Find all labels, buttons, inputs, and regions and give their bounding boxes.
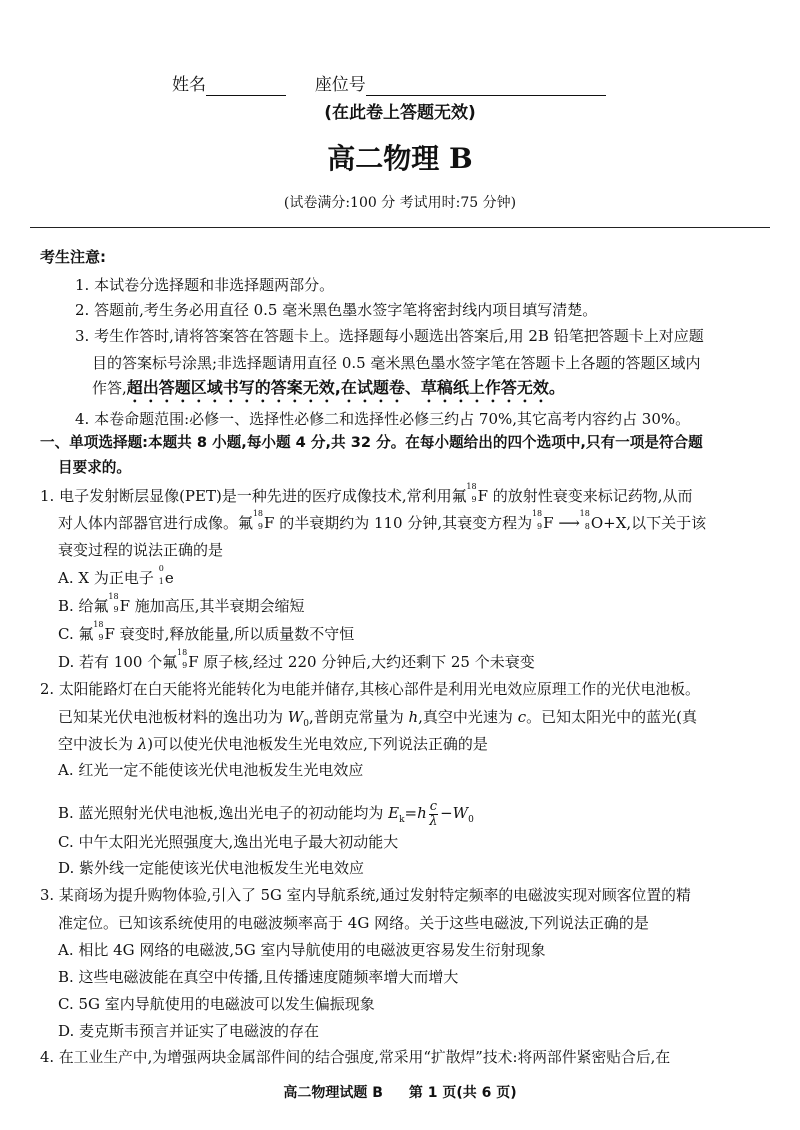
page-footer (0, 1083, 800, 1103)
footer-page-number: 第 1 页(共 6 页) (408, 1085, 517, 1101)
planck-symbol: h (417, 804, 427, 822)
q2-option-d[interactable]: D. 紫外线一定能使该光伏电池板发生光电效应 (58, 859, 365, 877)
question-1-line-1 (40, 482, 693, 506)
equals-sign: = (404, 804, 418, 822)
planck-symbol: h (408, 708, 419, 726)
question-3-line-1: 3. 某商场为提升购物体验,引入了 5G 室内导航系统,通过发射特定频率的电磁波实现对顾客位置的精 (40, 887, 691, 904)
isotope-f18: 18 9 (177, 648, 188, 670)
notice-item-4: 4. 本卷命题范围:必修一、选择性必修二和选择性必修三约占 70%,其它高考内容约占 30%。 (75, 410, 691, 428)
notice-heading: 考生注意: (40, 248, 106, 266)
seat-label: 座位号 (314, 75, 366, 95)
isotope-f18: 18 9 (108, 592, 119, 614)
work-function-symbol: W (287, 708, 304, 726)
section-heading: 一、单项选择题:本题共 8 小题,每小题 4 分,共 32 分。在每小题给出的四个选项中,只有一项是符合题 (40, 434, 703, 451)
fraction (429, 800, 438, 829)
seat-field[interactable] (366, 77, 606, 96)
question-1-line-3: 衰变过程的说法正确的是 (58, 541, 224, 559)
name-label: 姓名 (172, 75, 206, 95)
q1-text: 1. 电子发射断层显像(PET)是一种先进的医疗成像技术,常利用氟 (40, 487, 467, 505)
question-2-line-3 (58, 734, 488, 754)
work-function-symbol: W (452, 804, 469, 822)
minus-sign: − (440, 804, 453, 822)
notice-item-3-line-3 (92, 378, 565, 406)
student-info-line (172, 74, 606, 96)
header-divider (30, 227, 770, 228)
notice-emphasis: 超出答题区域书写的答案无效,在试题卷、草稿纸上作答无效。 (126, 378, 565, 397)
notice-item-1: 1. 本试卷分选择题和非选择题两部分。 (75, 276, 335, 294)
q2-text: )可以使光伏电池板发生光电效应,下列说法正确的是 (147, 735, 488, 753)
q3-option-d[interactable]: D. 麦克斯韦预言并证实了电磁波的存在 (58, 1022, 320, 1040)
notice-item-3-line-1: 3. 考生作答时,请将答案答在答题卡上。选择题每小题选出答案后,用 2B 铅笔把答题卡上对应题 (75, 327, 704, 345)
isotope-o18: 18 8 (579, 509, 590, 531)
question-4-line-1: 4. 在工业生产中,为增强两块金属部件间的结合强度,常采用“扩散焊”技术:将两部件紧密贴合后,在 (40, 1049, 671, 1066)
subscript: 0 (468, 815, 474, 825)
q1-option-a[interactable] (58, 564, 174, 588)
subscript: k (399, 815, 405, 825)
option-text: F 原子核,经过 220 分钟后,大约还剩下 25 个未衰变 (188, 653, 535, 671)
q1-option-d[interactable] (58, 648, 535, 672)
q1-option-c[interactable] (58, 620, 355, 644)
q2-option-a[interactable]: A. 红光一定不能使该光伏电池板发生光电效应 (58, 761, 364, 779)
name-field[interactable] (206, 77, 286, 96)
q3-option-c[interactable]: C. 5G 室内导航使用的电磁波可以发生偏振现象 (58, 995, 375, 1013)
denominator: λ (429, 813, 438, 829)
question-2-line-1: 2. 太阳能路灯在白天能将光能转化为电能并储存,其核心部件是利用光电效应原理工作的光伏电池板。 (40, 681, 700, 698)
option-text: F 衰变时,释放能量,所以质量数不守恒 (104, 625, 355, 643)
q3-option-a[interactable]: A. 相比 4G 网络的电磁波,5G 室内导航使用的电磁波更容易发生衍射现象 (58, 941, 546, 959)
q1-text: F ⟶ (543, 514, 580, 532)
section-heading-cont: 目要求的。 (58, 459, 131, 476)
option-text: F 施加高压,其半衰期会缩短 (119, 597, 305, 615)
notice-item-2: 2. 答题前,考生务必用直径 0.5 毫米黑色墨水签字笔将密封线内项目填写清楚。 (75, 301, 598, 319)
q1-text: O+X,以下关于该 (590, 514, 707, 532)
footer-subject: 高二物理试题 B (283, 1085, 383, 1101)
question-1-line-2 (58, 509, 707, 533)
option-text: B. 给氟 (58, 597, 109, 615)
q2-text: ,真空中光速为 (418, 708, 518, 726)
question-3-line-2: 准定位。已知该系统使用的电磁波频率高于 4G 网络。关于这些电磁波,下列说法正确的是 (58, 914, 649, 932)
q1-text: 对人体内部器官进行成像。氟 (58, 514, 254, 532)
isotope-f18: 18 9 (531, 509, 543, 531)
q2-text: 空中波长为 (58, 735, 138, 753)
q2-text: 。已知太阳光中的蓝光(真 (526, 708, 697, 726)
q3-option-b[interactable]: B. 这些电磁波能在真空中传播,且传播速度随频率增大而增大 (58, 968, 459, 986)
light-speed-symbol: c (517, 708, 527, 726)
subscript: 0 (303, 719, 309, 729)
option-text: A. X 为正电子 (58, 569, 154, 587)
q1-text: F 的放射性衰变来标记药物,从而 (477, 487, 693, 505)
q1-text: F 的半衰期约为 110 分钟,其衰变方程为 (264, 514, 533, 532)
q2-text: 已知某光伏电池板材料的逸出功为 (58, 708, 288, 726)
q1-option-b[interactable] (58, 592, 305, 616)
numerator: c (429, 798, 438, 814)
notice-item-3-line-2: 目的答案标号涂黑;非选择题请用直径 0.5 毫米黑色墨水签字笔在答题卡上各题的答题区域内 (92, 354, 701, 372)
page-title: 高二物理 B (327, 142, 473, 175)
isotope-f18: 18 9 (93, 620, 104, 642)
question-2-line-2 (58, 707, 697, 727)
invalid-notice: (在此卷上答题无效) (324, 103, 476, 123)
notice-item-3-prefix: 作答, (92, 379, 127, 397)
option-text: D. 若有 100 个氟 (58, 653, 178, 671)
q2-option-c[interactable]: C. 中午太阳光光照强度大,逸出光电子最大初动能大 (58, 833, 399, 851)
exam-info: (试卷满分:100 分 考试用时:75 分钟) (283, 195, 517, 211)
option-text: C. 氟 (58, 625, 94, 643)
q2-text: ,普朗克常量为 (308, 708, 409, 726)
option-text: B. 蓝光照射光伏电池板,逸出光电子的初动能均为 (58, 804, 389, 822)
q2-option-b[interactable] (58, 796, 474, 830)
wavelength-symbol: λ (137, 735, 148, 753)
energy-symbol: E (388, 804, 400, 822)
isotope-f18: 18 9 (466, 482, 477, 504)
option-text: e (164, 569, 174, 587)
isotope-f18: 18 9 (252, 509, 264, 531)
isotope-positron: 0 1 (158, 564, 164, 586)
